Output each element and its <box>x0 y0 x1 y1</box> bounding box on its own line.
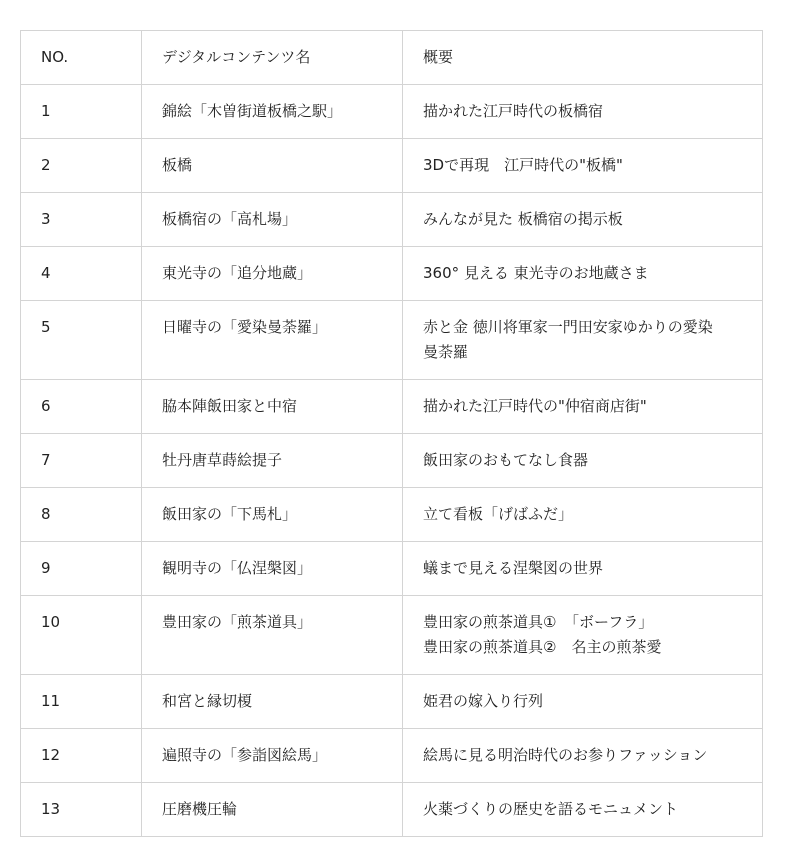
row-content-name: 観明寺の「仏涅槃図」 <box>142 542 403 596</box>
table-row <box>21 729 763 783</box>
row-no: 10 <box>21 596 142 675</box>
row-summary: 姫君の嫁入り行列 <box>403 675 763 729</box>
row-content-name: 遍照寺の「参詣図絵馬」 <box>142 729 403 783</box>
row-content-name: 東光寺の「追分地蔵」 <box>142 247 403 301</box>
row-no: 8 <box>21 488 142 542</box>
row-content-name: 飯田家の「下馬札」 <box>142 488 403 542</box>
row-no: 2 <box>21 139 142 193</box>
row-summary: 豊田家の煎茶道具① 「ボーフラ」 豊田家の煎茶道具② 名主の煎茶愛 <box>403 596 763 675</box>
row-summary: 蟻まで見える涅槃図の世界 <box>403 542 763 596</box>
table-header-row <box>21 31 763 85</box>
header-no: NO. <box>21 31 142 85</box>
row-summary: 3Dで再現 江戸時代の"板橋" <box>403 139 763 193</box>
row-content-name: 牡丹唐草蒔絵提子 <box>142 434 403 488</box>
row-no: 12 <box>21 729 142 783</box>
row-summary: 描かれた江戸時代の板橋宿 <box>403 85 763 139</box>
row-summary: 火薬づくりの歴史を語るモニュメント <box>403 783 763 837</box>
table-row <box>21 488 763 542</box>
table-row <box>21 434 763 488</box>
row-content-name: 圧磨機圧輪 <box>142 783 403 837</box>
header-content-name: デジタルコンテンツ名 <box>142 31 403 85</box>
table-row <box>21 380 763 434</box>
contents-table-wrapper <box>20 30 762 837</box>
table-row <box>21 675 763 729</box>
row-content-name: 板橋 <box>142 139 403 193</box>
row-summary: 描かれた江戸時代の"仲宿商店街" <box>403 380 763 434</box>
row-content-name: 和宮と縁切榎 <box>142 675 403 729</box>
row-no: 11 <box>21 675 142 729</box>
table-row <box>21 596 763 675</box>
row-no: 6 <box>21 380 142 434</box>
table-row <box>21 85 763 139</box>
table-row <box>21 542 763 596</box>
row-no: 3 <box>21 193 142 247</box>
row-no: 4 <box>21 247 142 301</box>
contents-table <box>20 30 763 837</box>
row-summary: 360° 見える 東光寺のお地蔵さま <box>403 247 763 301</box>
row-content-name: 日曜寺の「愛染曼荼羅」 <box>142 301 403 380</box>
row-summary: みんなが見た 板橋宿の掲示板 <box>403 193 763 247</box>
row-no: 7 <box>21 434 142 488</box>
row-no: 1 <box>21 85 142 139</box>
table-row <box>21 783 763 837</box>
row-no: 9 <box>21 542 142 596</box>
row-no: 13 <box>21 783 142 837</box>
row-content-name: 板橋宿の「高札場」 <box>142 193 403 247</box>
row-summary: 絵馬に見る明治時代のお参りファッション <box>403 729 763 783</box>
table-row <box>21 301 763 380</box>
row-content-name: 脇本陣飯田家と中宿 <box>142 380 403 434</box>
row-content-name: 豊田家の「煎茶道具」 <box>142 596 403 675</box>
row-content-name: 錦絵「木曽街道板橋之駅」 <box>142 85 403 139</box>
row-no: 5 <box>21 301 142 380</box>
table-row <box>21 193 763 247</box>
row-summary: 立て看板「げばふだ」 <box>403 488 763 542</box>
header-summary: 概要 <box>403 31 763 85</box>
row-summary: 赤と金 徳川将軍家一門田安家ゆかりの愛染 曼荼羅 <box>403 301 763 380</box>
row-summary: 飯田家のおもてなし食器 <box>403 434 763 488</box>
table-row <box>21 139 763 193</box>
table-row <box>21 247 763 301</box>
